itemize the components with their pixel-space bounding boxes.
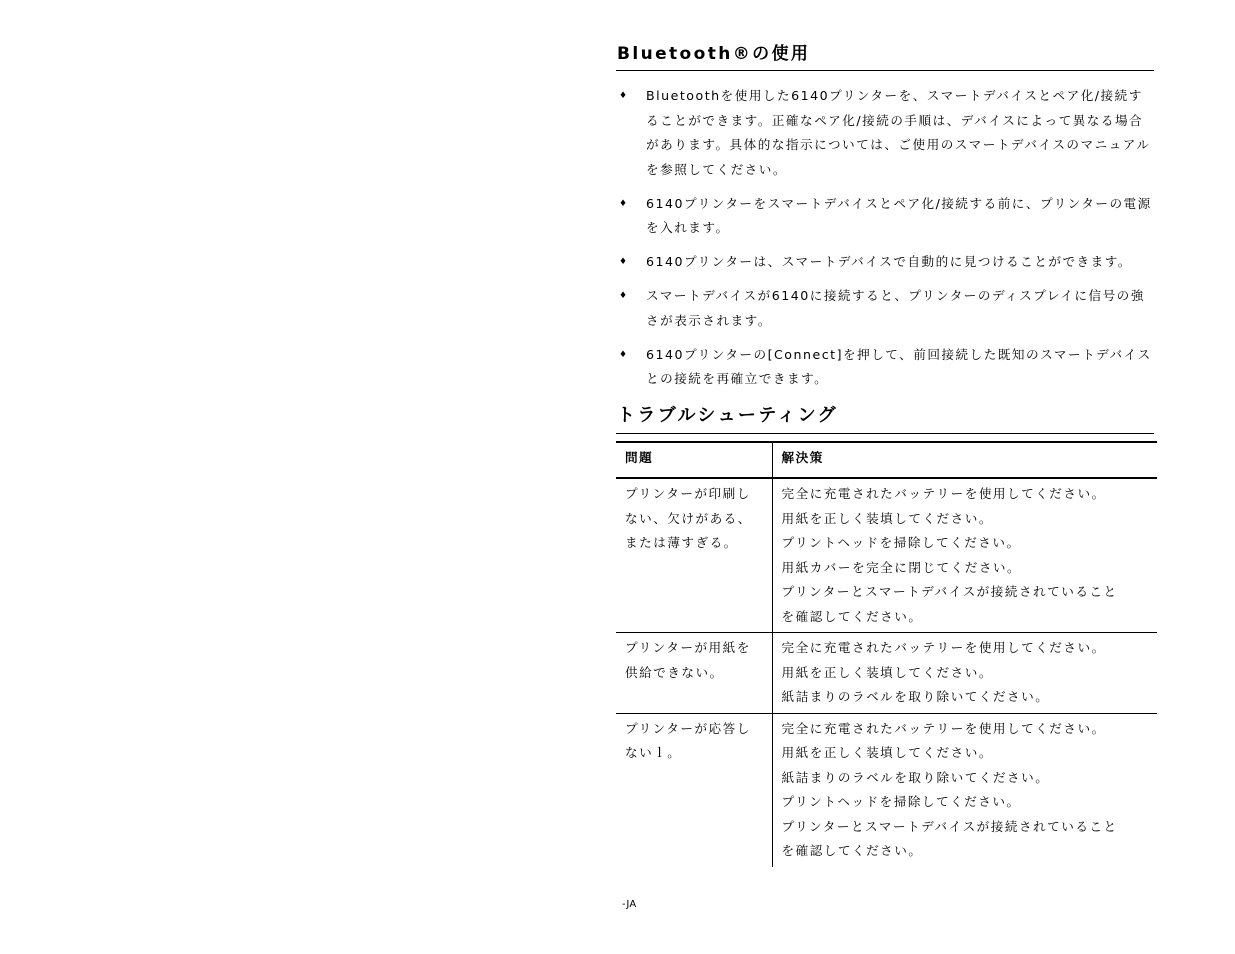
table-row (616, 713, 1157, 867)
solution-line: 完全に充電されたバッテリーを使用してください。 (781, 720, 1106, 736)
bluetooth-heading: Bluetooth®の使用 (616, 40, 1154, 71)
solution-line: 紙詰まりのラベルを取り除いてください。 (781, 689, 1050, 704)
table-header-row (616, 443, 1157, 478)
bullet-text: Bluetoothを使用した6140プリンターを、スマートデバイスとペア化/接続することができます。正確なペア化/接続の手順は、デバイスによって異なる場合があります。具体的な指示については、ご使用のスマートデバイスのマニュアルを参照してください。 (646, 88, 1151, 177)
solution-line: 用紙を正しく装填してください。 (781, 510, 993, 526)
problem-line: または薄すぎる。 (625, 535, 738, 550)
table-row (616, 478, 1157, 633)
diamond-bullet-icon: ♦ (619, 291, 629, 301)
header-problem: 問題 (616, 443, 772, 478)
solution-cell (772, 713, 1157, 867)
solution-line: 用紙を正しく装填してください。 (781, 745, 993, 760)
header-solution: 解決策 (772, 443, 1157, 478)
list-item (616, 284, 1153, 333)
solution-line: 紙詰まりのラベルを取り除いてください。 (781, 769, 1050, 785)
problem-line: プリンターが応答し (625, 720, 751, 736)
list-item (616, 192, 1153, 241)
troubleshooting-table-wrapper (616, 441, 1157, 867)
problem-line: ないｌ。 (625, 745, 682, 760)
solution-line: プリントヘッドを掃除してください。 (781, 535, 1021, 550)
diamond-bullet-icon: ♦ (619, 349, 629, 360)
problem-line: プリンターが用紙を (625, 640, 751, 655)
solution-line: 完全に充電されたバッテリーを使用してください。 (781, 640, 1106, 655)
diamond-bullet-icon: ♦ (619, 257, 629, 267)
solution-cell (772, 633, 1157, 714)
troubleshooting-heading: トラブルシューティング (616, 401, 1154, 434)
solution-line: 完全に充電されたバッテリーを使用してください。 (781, 486, 1106, 501)
solution-line: プリンターとスマートデバイスが接続されていること (781, 584, 1118, 599)
problem-cell (616, 713, 772, 867)
solution-line: 用紙カバーを完全に閉じてください。 (781, 559, 1022, 575)
problem-cell (616, 633, 772, 714)
bullet-text: 6140プリンターは、スマートデバイスで自動的に見つけることができます。 (646, 254, 1132, 269)
solution-line: を確認してください。 (781, 608, 923, 624)
diamond-bullet-icon: ♦ (619, 91, 629, 101)
problem-line: 供給できない。 (625, 664, 724, 680)
problem-line: ない、欠けがある、 (625, 510, 752, 526)
page-column (616, 40, 1157, 867)
troubleshooting-table (616, 443, 1157, 867)
list-item (616, 343, 1153, 392)
bullet-text: 6140プリンターをスマートデバイスとペア化/接続する前に、プリンターの電源を入れます。 (646, 195, 1152, 235)
table-row (616, 633, 1157, 714)
solution-line: を確認してください。 (781, 843, 923, 858)
problem-cell (616, 478, 772, 633)
solution-line: プリンターとスマートデバイスが接続されていること (781, 818, 1118, 834)
problem-line: プリンターが印刷し (625, 486, 751, 501)
solution-line: 用紙を正しく装填してください。 (781, 664, 993, 680)
bullet-text: 6140プリンターの[Connect]を押して、前回接続した既知のスマートデバイスとの接続を再確立できます。 (646, 346, 1152, 386)
solution-cell (772, 478, 1157, 633)
solution-line: プリントヘッドを掃除してください。 (781, 794, 1021, 809)
diamond-bullet-icon: ♦ (619, 198, 629, 209)
bullet-text: スマートデバイスが6140に接続すると、プリンターのディスプレイに信号の強さが表示されます。 (646, 288, 1145, 328)
page-label: -JA (622, 899, 637, 910)
list-item (616, 84, 1153, 182)
bluetooth-bullet-list (616, 84, 1153, 392)
list-item (616, 250, 1153, 275)
